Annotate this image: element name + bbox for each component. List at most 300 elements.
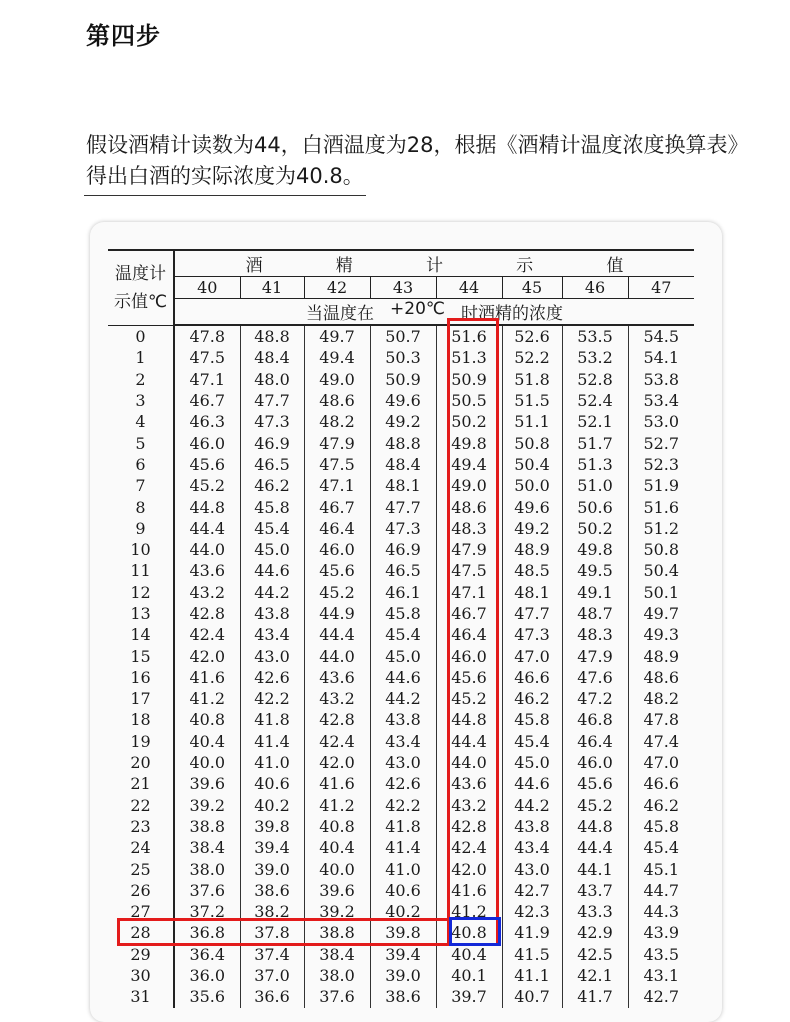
- concentration-cell: 41.0: [370, 858, 436, 879]
- temperature-cell: 30: [108, 965, 174, 986]
- condition-part: 当温度在: [306, 304, 375, 324]
- condition-part: 时酒精的浓度: [460, 304, 563, 324]
- concentration-cell: 49.7: [643, 604, 680, 623]
- concentration-cell: 45.6: [436, 667, 502, 688]
- concentration-cell: 37.6: [304, 986, 370, 1007]
- concentration-cell: 47.3: [240, 411, 304, 432]
- concentration-cell: 43.0: [240, 645, 304, 666]
- concentration-cell: 44.6: [240, 560, 304, 581]
- concentration-cell: 44.0: [304, 645, 370, 666]
- concentration-cell: 52.3: [643, 454, 680, 474]
- table-row: [108, 539, 694, 560]
- temperature-cell: 6: [108, 454, 174, 475]
- concentration-cell: 39.2: [304, 901, 370, 922]
- concentration-cell: 44.0: [436, 752, 502, 773]
- concentration-cell: 46.5: [370, 560, 436, 581]
- concentration-cell: 40.6: [240, 773, 304, 794]
- concentration-cell: 42.0: [304, 752, 370, 773]
- meter-reading-header: 45: [502, 277, 562, 299]
- concentration-cell: 46.3: [174, 411, 240, 432]
- concentration-cell: 49.5: [562, 560, 628, 581]
- concentration-cell: 43.6: [174, 560, 240, 581]
- concentration-cell: 49.0: [436, 475, 502, 496]
- concentration-cell: 45.6: [174, 454, 240, 475]
- concentration-cell: 50.0: [502, 475, 562, 496]
- temperature-cell: 15: [108, 645, 174, 666]
- concentration-cell: 47.7: [502, 603, 562, 624]
- concentration-cell: 46.7: [436, 603, 502, 624]
- concentration-cell: 45.2: [304, 582, 370, 603]
- concentration-cell: 47.1: [304, 475, 370, 496]
- concentration-cell: 43.0: [502, 858, 562, 879]
- concentration-cell: 43.1: [643, 966, 680, 986]
- concentration-cell: 42.1: [562, 965, 628, 986]
- concentration-cell: 49.8: [436, 432, 502, 453]
- concentration-cell: 40.8: [174, 709, 240, 730]
- temperature-cell: 7: [108, 475, 174, 496]
- concentration-cell: 51.7: [562, 432, 628, 453]
- meter-reading-header: 47: [628, 277, 694, 299]
- concentration-cell: 50.2: [562, 518, 628, 539]
- concentration-cell: 44.4: [304, 624, 370, 645]
- concentration-cell: 36.8: [174, 922, 240, 943]
- temperature-cell: 24: [108, 837, 174, 858]
- concentration-cell: 45.4: [502, 731, 562, 752]
- concentration-cell: 46.8: [562, 709, 628, 730]
- table-row: [108, 816, 694, 837]
- concentration-cell: 46.2: [240, 475, 304, 496]
- temperature-cell: 20: [108, 752, 174, 773]
- concentration-cell: 54.1: [643, 348, 680, 368]
- table-row: [108, 858, 694, 879]
- concentration-cell: 53.2: [562, 347, 628, 368]
- concentration-cell: 45.8: [502, 709, 562, 730]
- temperature-cell: 23: [108, 816, 174, 837]
- temperature-cell: 29: [108, 944, 174, 965]
- concentration-cell: 48.8: [240, 325, 304, 347]
- concentration-cell: 51.6: [643, 497, 680, 517]
- concentration-cell: 50.8: [643, 540, 680, 560]
- concentration-cell: 49.4: [436, 454, 502, 475]
- concentration-cell: 48.2: [643, 689, 680, 709]
- concentration-cell: 47.8: [174, 325, 240, 347]
- concentration-cell: 35.6: [174, 986, 240, 1007]
- concentration-cell: 38.8: [304, 922, 370, 943]
- concentration-cell: 41.5: [502, 944, 562, 965]
- concentration-cell: 51.1: [502, 411, 562, 432]
- table-row: [108, 432, 694, 453]
- concentration-cell: 46.1: [370, 582, 436, 603]
- meter-reading-header: 41: [240, 277, 304, 299]
- concentration-cell: 37.4: [240, 944, 304, 965]
- concentration-cell: 44.6: [370, 667, 436, 688]
- concentration-cell: 51.3: [562, 454, 628, 475]
- concentration-cell: 46.0: [174, 432, 240, 453]
- concentration-cell: 44.3: [643, 902, 680, 922]
- concentration-cell: 49.3: [643, 625, 680, 645]
- concentration-cell: 40.4: [174, 731, 240, 752]
- concentration-cell: 44.6: [502, 773, 562, 794]
- description-text: 假设酒精计读数为44，白酒温度为28，根据《酒精计温度浓度换算表》得出白酒的实际浓度为40.8。: [86, 133, 749, 188]
- table-row: [108, 624, 694, 645]
- concentration-cell: 52.4: [562, 390, 628, 411]
- concentration-cell: 47.3: [370, 518, 436, 539]
- concentration-cell: 40.6: [370, 880, 436, 901]
- concentration-cell: 40.2: [240, 795, 304, 816]
- concentration-cell: 46.0: [304, 539, 370, 560]
- concentration-cell: 52.7: [643, 433, 680, 453]
- table-row: [108, 709, 694, 730]
- concentration-cell: 39.0: [370, 965, 436, 986]
- concentration-cell: 48.5: [502, 560, 562, 581]
- concentration-cell: 45.4: [240, 518, 304, 539]
- concentration-cell: 38.2: [240, 901, 304, 922]
- concentration-cell: 38.6: [240, 880, 304, 901]
- concentration-cell: 45.8: [643, 816, 680, 836]
- table-row: [108, 518, 694, 539]
- concentration-cell: 45.0: [370, 645, 436, 666]
- concentration-cell: 50.9: [370, 369, 436, 390]
- concentration-cell: 42.7: [502, 880, 562, 901]
- meter-title-char: 示: [516, 256, 534, 276]
- concentration-cell: 50.6: [562, 496, 628, 517]
- concentration-cell: 41.4: [240, 731, 304, 752]
- concentration-cell: 50.1: [643, 582, 680, 602]
- concentration-cell: 50.4: [643, 561, 680, 581]
- concentration-cell: 41.6: [174, 667, 240, 688]
- meter-reading-header: 46: [562, 277, 628, 299]
- meter-title-char: 计: [425, 256, 443, 276]
- concentration-cell: 42.0: [174, 645, 240, 666]
- concentration-cell: 47.0: [643, 753, 680, 773]
- concentration-cell: 54.5: [643, 327, 680, 347]
- concentration-cell: 41.7: [562, 986, 628, 1007]
- concentration-cell: 51.0: [562, 475, 628, 496]
- concentration-cell: 43.8: [370, 709, 436, 730]
- table-row: [108, 645, 694, 666]
- concentration-cell: 47.0: [502, 645, 562, 666]
- concentration-cell: 53.5: [562, 325, 628, 347]
- concentration-cell: 43.6: [304, 667, 370, 688]
- concentration-cell: 41.2: [436, 901, 502, 922]
- concentration-cell: 48.3: [562, 624, 628, 645]
- concentration-cell: 38.0: [304, 965, 370, 986]
- temperature-cell: 9: [108, 518, 174, 539]
- concentration-cell: 42.2: [370, 795, 436, 816]
- meter-title-char: 值: [606, 256, 624, 276]
- table-row: [108, 369, 694, 390]
- concentration-cell: 47.5: [174, 347, 240, 368]
- concentration-cell: 50.9: [436, 369, 502, 390]
- temperature-cell: 25: [108, 858, 174, 879]
- concentration-cell: 49.2: [502, 518, 562, 539]
- concentration-cell: 51.2: [643, 518, 680, 538]
- concentration-cell: 39.2: [174, 795, 240, 816]
- temperature-cell: 22: [108, 795, 174, 816]
- table-row: [108, 795, 694, 816]
- table-row: [108, 411, 694, 432]
- concentration-cell: 44.7: [643, 880, 680, 900]
- concentration-cell: 46.4: [562, 731, 628, 752]
- table-row: [108, 752, 694, 773]
- table-row: [108, 582, 694, 603]
- table-row: [108, 922, 694, 943]
- temperature-cell: 2: [108, 369, 174, 390]
- concentration-cell: 46.4: [436, 624, 502, 645]
- concentration-cell: 42.8: [436, 816, 502, 837]
- concentration-cell: 43.2: [174, 582, 240, 603]
- concentration-cell: 50.8: [502, 432, 562, 453]
- concentration-cell: 46.6: [643, 774, 680, 794]
- concentration-cell: 53.0: [643, 412, 680, 432]
- temperature-cell: 18: [108, 709, 174, 730]
- table-row: [108, 688, 694, 709]
- concentration-cell: 40.1: [436, 965, 502, 986]
- concentration-cell: 50.7: [370, 325, 436, 347]
- table-row: [108, 454, 694, 475]
- concentration-cell: 42.4: [436, 837, 502, 858]
- concentration-cell: 46.7: [304, 496, 370, 517]
- concentration-cell: 39.8: [240, 816, 304, 837]
- concentration-cell: 40.0: [174, 752, 240, 773]
- concentration-cell: 44.4: [436, 731, 502, 752]
- concentration-cell: 48.9: [502, 539, 562, 560]
- concentration-cell: 44.2: [240, 582, 304, 603]
- concentration-cell: 37.0: [240, 965, 304, 986]
- concentration-cell: 39.6: [304, 880, 370, 901]
- concentration-cell: 41.9: [502, 922, 562, 943]
- concentration-cell: 47.5: [436, 560, 502, 581]
- concentration-cell: 47.6: [562, 667, 628, 688]
- meter-reading-header: 44: [436, 277, 502, 299]
- concentration-cell: 40.8: [436, 922, 502, 943]
- concentration-cell: 40.8: [304, 816, 370, 837]
- concentration-cell: 49.0: [304, 369, 370, 390]
- concentration-cell: 45.4: [370, 624, 436, 645]
- concentration-cell: 46.7: [174, 390, 240, 411]
- temperature-cell: 1: [108, 347, 174, 368]
- table-row: [108, 496, 694, 517]
- concentration-cell: 43.5: [643, 944, 680, 964]
- table-row: [108, 773, 694, 794]
- concentration-cell: 48.8: [370, 432, 436, 453]
- concentration-cell: 42.6: [240, 667, 304, 688]
- concentration-cell: 41.2: [304, 795, 370, 816]
- concentration-cell: 51.6: [436, 325, 502, 347]
- concentration-cell: 46.9: [370, 539, 436, 560]
- concentration-cell: 48.4: [240, 347, 304, 368]
- concentration-cell: 39.4: [240, 837, 304, 858]
- concentration-cell: 52.6: [502, 325, 562, 347]
- concentration-cell: 50.4: [502, 454, 562, 475]
- concentration-cell: 42.8: [174, 603, 240, 624]
- concentration-cell: 42.6: [370, 773, 436, 794]
- temperature-cell: 31: [108, 986, 174, 1007]
- concentration-cell: 48.9: [643, 646, 680, 666]
- concentration-cell: 46.5: [240, 454, 304, 475]
- concentration-cell: 44.2: [502, 795, 562, 816]
- concentration-cell: 40.0: [304, 858, 370, 879]
- concentration-cell: 44.8: [562, 816, 628, 837]
- concentration-cell: 46.2: [502, 688, 562, 709]
- concentration-cell: 48.1: [502, 582, 562, 603]
- concentration-cell: 49.2: [370, 411, 436, 432]
- concentration-cell: 45.8: [240, 496, 304, 517]
- concentration-cell: 43.8: [240, 603, 304, 624]
- concentration-cell: 40.4: [304, 837, 370, 858]
- concentration-cell: 44.9: [304, 603, 370, 624]
- concentration-cell: 42.4: [174, 624, 240, 645]
- concentration-cell: 53.8: [643, 369, 680, 389]
- concentration-cell: 38.4: [304, 944, 370, 965]
- concentration-cell: 47.2: [562, 688, 628, 709]
- concentration-cell: 36.0: [174, 965, 240, 986]
- concentration-cell: 37.8: [240, 922, 304, 943]
- concentration-cell: 39.4: [370, 944, 436, 965]
- concentration-cell: 41.4: [370, 837, 436, 858]
- temperature-cell: 21: [108, 773, 174, 794]
- concentration-cell: 45.4: [643, 838, 680, 858]
- temperature-cell: 5: [108, 432, 174, 453]
- concentration-cell: 48.4: [370, 454, 436, 475]
- temperature-cell: 19: [108, 731, 174, 752]
- table-row: [108, 390, 694, 411]
- concentration-cell: 39.0: [240, 858, 304, 879]
- table-row: [108, 667, 694, 688]
- concentration-cell: 53.4: [643, 391, 680, 411]
- table-row: [108, 603, 694, 624]
- concentration-cell: 43.7: [562, 880, 628, 901]
- concentration-cell: 45.6: [304, 560, 370, 581]
- table-row: [108, 901, 694, 922]
- temperature-cell: 17: [108, 688, 174, 709]
- concentration-cell: 44.8: [436, 709, 502, 730]
- concentration-cell: 52.1: [562, 411, 628, 432]
- concentration-cell: 47.5: [304, 454, 370, 475]
- concentration-cell: 42.7: [643, 987, 680, 1007]
- concentration-cell: 40.4: [436, 944, 502, 965]
- concentration-cell: 49.6: [502, 496, 562, 517]
- concentration-cell: 47.9: [436, 539, 502, 560]
- concentration-cell: 38.8: [174, 816, 240, 837]
- concentration-cell: 44.4: [174, 518, 240, 539]
- temperature-cell: 13: [108, 603, 174, 624]
- concentration-cell: 49.6: [370, 390, 436, 411]
- concentration-cell: 50.2: [436, 411, 502, 432]
- step-title: 第四步: [86, 22, 161, 50]
- table-row: [108, 965, 694, 986]
- concentration-cell: 49.7: [304, 325, 370, 347]
- concentration-cell: 47.4: [643, 731, 680, 751]
- concentration-cell: 48.1: [370, 475, 436, 496]
- description-underline: [84, 195, 366, 196]
- concentration-cell: 49.1: [562, 582, 628, 603]
- condition-part: +20℃: [390, 299, 445, 319]
- temperature-cell: 11: [108, 560, 174, 581]
- corner-header: 温度计示值℃: [108, 250, 174, 325]
- concentration-cell: 37.6: [174, 880, 240, 901]
- temperature-cell: 26: [108, 880, 174, 901]
- concentration-cell: 51.8: [502, 369, 562, 390]
- concentration-cell: 50.5: [436, 390, 502, 411]
- temperature-cell: 10: [108, 539, 174, 560]
- concentration-cell: 42.3: [502, 901, 562, 922]
- table-row: [108, 986, 694, 1007]
- concentration-cell: 51.3: [436, 347, 502, 368]
- concentration-cell: 41.1: [502, 965, 562, 986]
- condition-header: [174, 299, 694, 326]
- concentration-cell: 42.8: [304, 709, 370, 730]
- concentration-cell: 43.2: [304, 688, 370, 709]
- temperature-cell: 14: [108, 624, 174, 645]
- meter-title-char: 精: [335, 256, 353, 276]
- concentration-cell: 45.1: [643, 859, 680, 879]
- concentration-cell: 47.9: [304, 432, 370, 453]
- concentration-cell: 43.8: [502, 816, 562, 837]
- concentration-cell: 41.2: [174, 688, 240, 709]
- concentration-cell: 45.0: [502, 752, 562, 773]
- meter-reading-header: 43: [370, 277, 436, 299]
- concentration-cell: 38.0: [174, 858, 240, 879]
- concentration-cell: 48.6: [436, 496, 502, 517]
- concentration-cell: 42.5: [562, 944, 628, 965]
- concentration-cell: 46.9: [240, 432, 304, 453]
- concentration-cell: 48.2: [304, 411, 370, 432]
- concentration-cell: 42.9: [562, 922, 628, 943]
- temperature-cell: 4: [108, 411, 174, 432]
- concentration-cell: 41.8: [370, 816, 436, 837]
- concentration-cell: 45.2: [174, 475, 240, 496]
- table-row: [108, 347, 694, 368]
- concentration-cell: 47.1: [436, 582, 502, 603]
- concentration-cell: 51.5: [502, 390, 562, 411]
- concentration-cell: 42.4: [304, 731, 370, 752]
- concentration-cell: 48.6: [304, 390, 370, 411]
- temperature-cell: 27: [108, 901, 174, 922]
- concentration-cell: 47.8: [643, 710, 680, 730]
- concentration-cell: 49.4: [304, 347, 370, 368]
- concentration-cell: 52.8: [562, 369, 628, 390]
- temperature-cell: 28: [108, 922, 174, 943]
- table-row: [108, 560, 694, 581]
- table-row: [108, 837, 694, 858]
- meter-title-char: 酒: [245, 256, 263, 276]
- concentration-cell: 45.2: [436, 688, 502, 709]
- concentration-cell: 43.4: [502, 837, 562, 858]
- concentration-cell: 39.7: [436, 986, 502, 1007]
- concentration-cell: 43.4: [240, 624, 304, 645]
- concentration-cell: 41.6: [304, 773, 370, 794]
- concentration-cell: 44.0: [174, 539, 240, 560]
- concentration-cell: 47.3: [502, 624, 562, 645]
- concentration-cell: 48.0: [240, 369, 304, 390]
- concentration-cell: 42.0: [436, 858, 502, 879]
- concentration-cell: 40.7: [502, 986, 562, 1007]
- concentration-cell: 39.6: [174, 773, 240, 794]
- concentration-cell: 48.6: [643, 667, 680, 687]
- concentration-cell: 37.2: [174, 901, 240, 922]
- concentration-cell: 38.6: [370, 986, 436, 1007]
- concentration-cell: 43.6: [436, 773, 502, 794]
- concentration-cell: 41.6: [436, 880, 502, 901]
- concentration-cell: 36.6: [240, 986, 304, 1007]
- concentration-cell: 47.7: [240, 390, 304, 411]
- conversion-table: [108, 249, 694, 1008]
- table-row: [108, 325, 694, 347]
- concentration-cell: 44.8: [174, 496, 240, 517]
- concentration-cell: 46.4: [304, 518, 370, 539]
- meter-reading-header: 42: [304, 277, 370, 299]
